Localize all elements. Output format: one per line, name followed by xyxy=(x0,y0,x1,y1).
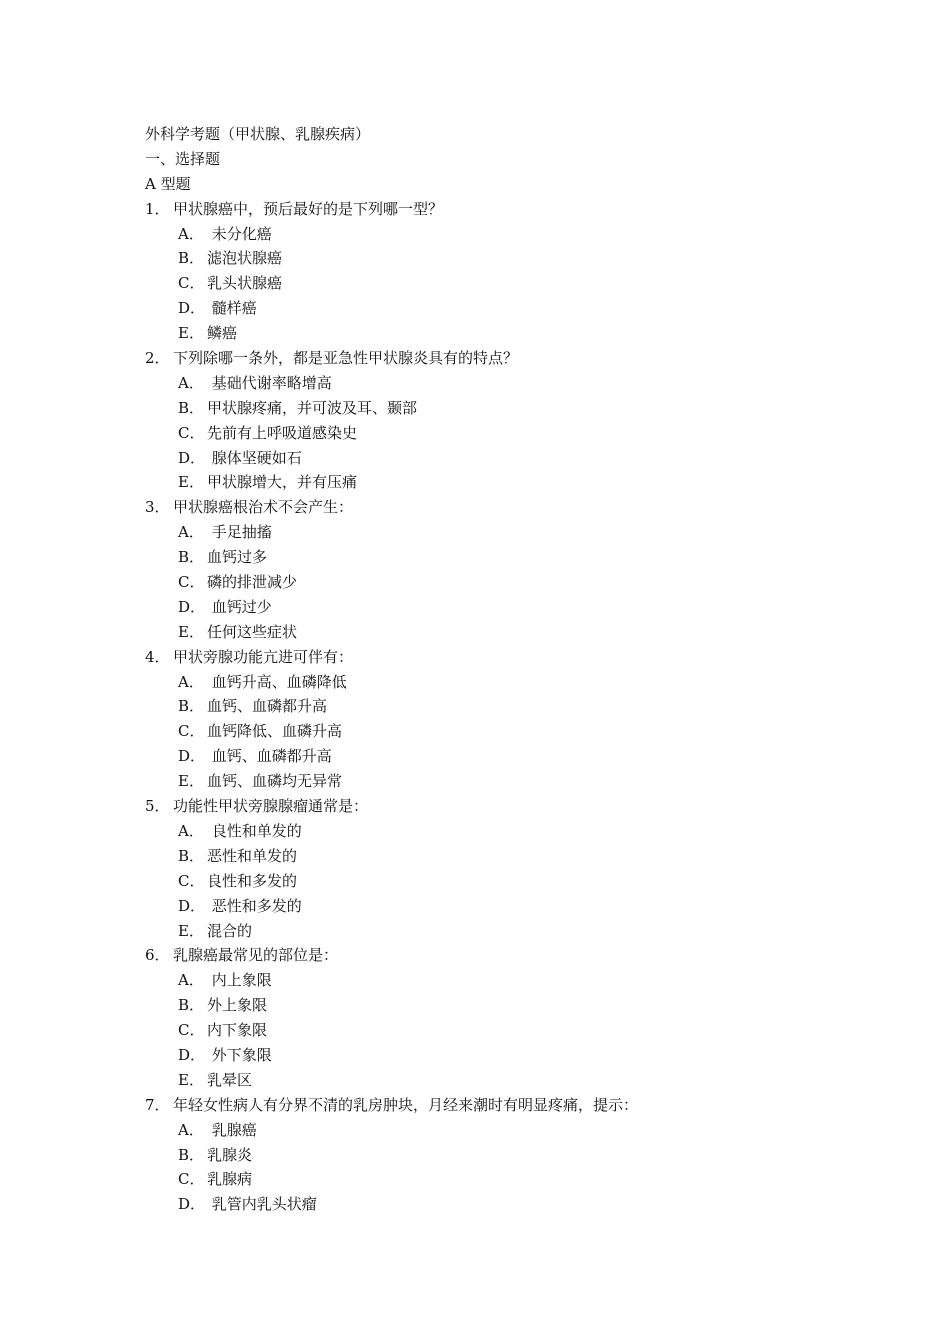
option-text: 恶性和单发的 xyxy=(207,846,298,865)
document-body xyxy=(145,122,865,1217)
question-2-option-e xyxy=(145,470,865,495)
question-number: 6． xyxy=(145,946,170,965)
option-letter: C． xyxy=(178,274,205,293)
option-letter: C． xyxy=(178,1021,205,1040)
question-5-option-c xyxy=(145,869,865,894)
question-5 xyxy=(145,794,865,819)
question-number: 3． xyxy=(145,498,170,517)
question-3-option-c xyxy=(145,570,865,595)
question-4-option-a xyxy=(145,670,865,695)
option-text: 血钙过多 xyxy=(207,548,268,567)
option-text: 良性和多发的 xyxy=(207,871,298,890)
option-letter: E． xyxy=(178,622,204,641)
option-text: 先前有上呼吸道感染史 xyxy=(207,423,358,442)
option-text: 腺体坚硬如石 xyxy=(207,448,302,467)
question-number: 1． xyxy=(145,199,170,218)
option-text: 血钙、血磷都升高 xyxy=(207,747,332,766)
option-text: 乳腺病 xyxy=(207,1170,253,1189)
option-text: 髓样癌 xyxy=(207,299,257,318)
option-letter: D． xyxy=(178,896,206,915)
question-text: 甲状旁腺功能亢进可伴有： xyxy=(173,647,354,666)
option-letter: C． xyxy=(178,871,205,890)
option-letter: B． xyxy=(178,697,205,716)
option-text: 任何这些症状 xyxy=(207,622,298,641)
option-letter: A． xyxy=(178,523,204,542)
option-text: 乳管内乳头状瘤 xyxy=(207,1195,317,1214)
question-2-option-d xyxy=(145,446,865,471)
option-text: 乳晕区 xyxy=(207,1070,253,1089)
question-1-option-d xyxy=(145,296,865,321)
question-7 xyxy=(145,1093,865,1118)
question-6-option-b xyxy=(145,993,865,1018)
question-number: 2． xyxy=(145,349,170,368)
question-7-option-b xyxy=(145,1143,865,1168)
option-letter: C． xyxy=(178,573,205,592)
option-text: 血钙降低、血磷升高 xyxy=(207,722,343,741)
question-text: 乳腺癌最常见的部位是： xyxy=(173,946,339,965)
question-text: 功能性甲状旁腺腺瘤通常是： xyxy=(173,797,369,816)
option-letter: E． xyxy=(178,473,204,492)
option-letter: C． xyxy=(178,722,205,741)
option-letter: A． xyxy=(178,1120,204,1139)
option-text: 基础代谢率略增高 xyxy=(207,373,332,392)
option-letter: B． xyxy=(178,846,205,865)
question-6-option-d xyxy=(145,1043,865,1068)
option-text: 未分化癌 xyxy=(207,224,272,243)
question-1-option-c xyxy=(145,271,865,296)
question-number: 7． xyxy=(145,1095,170,1114)
option-text: 血钙、血磷均无异常 xyxy=(207,772,343,791)
question-1 xyxy=(145,197,865,222)
option-letter: E． xyxy=(178,921,204,940)
option-letter: A． xyxy=(178,821,204,840)
question-4-option-b xyxy=(145,694,865,719)
option-letter: E． xyxy=(178,1070,204,1089)
question-3 xyxy=(145,495,865,520)
option-text: 滤泡状腺癌 xyxy=(207,249,283,268)
question-6-option-c xyxy=(145,1018,865,1043)
question-text: 甲状腺癌中，预后最好的是下列哪一型？ xyxy=(173,199,444,218)
option-letter: B． xyxy=(178,996,205,1015)
question-4-option-e xyxy=(145,769,865,794)
option-letter: D． xyxy=(178,747,206,766)
section-heading: 一、选择题 xyxy=(145,149,221,168)
option-letter: B． xyxy=(178,1145,205,1164)
question-7-option-a xyxy=(145,1118,865,1143)
question-3-option-d xyxy=(145,595,865,620)
option-text: 磷的排泄减少 xyxy=(207,573,298,592)
option-text: 内下象限 xyxy=(207,1021,268,1040)
option-letter: A． xyxy=(178,373,204,392)
option-text: 鳞癌 xyxy=(207,324,238,343)
option-letter: D． xyxy=(178,299,206,318)
option-letter: D． xyxy=(178,448,206,467)
question-5-option-e xyxy=(145,919,865,944)
option-letter: A． xyxy=(178,672,204,691)
question-5-option-d xyxy=(145,894,865,919)
option-letter: D． xyxy=(178,1195,206,1214)
option-letter: E． xyxy=(178,324,204,343)
question-text: 年轻女性病人有分界不清的乳房肿块，月经来潮时有明显疼痛，提示： xyxy=(173,1095,639,1114)
question-text: 甲状腺癌根治术不会产生： xyxy=(173,498,354,517)
question-1-option-a xyxy=(145,222,865,247)
question-1-option-e xyxy=(145,321,865,346)
option-letter: A． xyxy=(178,224,204,243)
question-3-option-b xyxy=(145,545,865,570)
option-letter: B． xyxy=(178,398,205,417)
option-text: 手足抽搐 xyxy=(207,523,272,542)
question-2 xyxy=(145,346,865,371)
option-text: 血钙过少 xyxy=(207,597,272,616)
option-text: 良性和单发的 xyxy=(207,821,302,840)
subsection-heading: A 型题 xyxy=(145,174,191,193)
option-text: 甲状腺疼痛，并可波及耳、颞部 xyxy=(207,398,418,417)
option-letter: B． xyxy=(178,548,205,567)
option-text: 混合的 xyxy=(207,921,253,940)
option-letter: A． xyxy=(178,971,204,990)
question-2-option-b xyxy=(145,396,865,421)
question-4-option-c xyxy=(145,719,865,744)
option-text: 恶性和多发的 xyxy=(207,896,302,915)
question-2-option-c xyxy=(145,421,865,446)
question-7-option-c xyxy=(145,1167,865,1192)
option-text: 乳腺炎 xyxy=(207,1145,253,1164)
question-3-option-e xyxy=(145,620,865,645)
option-letter: E． xyxy=(178,772,204,791)
question-1-option-b xyxy=(145,246,865,271)
option-text: 甲状腺增大，并有压痛 xyxy=(207,473,358,492)
question-4-option-d xyxy=(145,744,865,769)
question-6 xyxy=(145,943,865,968)
question-4 xyxy=(145,645,865,670)
question-6-option-a xyxy=(145,968,865,993)
question-2-option-a xyxy=(145,371,865,396)
option-text: 外下象限 xyxy=(207,1045,272,1064)
option-letter: C． xyxy=(178,1170,205,1189)
question-5-option-b xyxy=(145,844,865,869)
option-letter: C． xyxy=(178,423,205,442)
option-letter: D． xyxy=(178,1045,206,1064)
document-title: 外科学考题（甲状腺、乳腺疾病） xyxy=(145,125,371,143)
option-text: 乳腺癌 xyxy=(207,1120,257,1139)
question-text: 下列除哪一条外，都是亚急性甲状腺炎具有的特点？ xyxy=(173,349,519,368)
option-text: 内上象限 xyxy=(207,971,272,990)
question-5-option-a xyxy=(145,819,865,844)
question-3-option-a xyxy=(145,520,865,545)
option-text: 血钙、血磷都升高 xyxy=(207,697,328,716)
option-text: 血钙升高、血磷降低 xyxy=(207,672,347,691)
question-number: 5． xyxy=(145,797,170,816)
option-text: 乳头状腺癌 xyxy=(207,274,283,293)
question-list xyxy=(145,197,865,1218)
question-6-option-e xyxy=(145,1068,865,1093)
question-7-option-d xyxy=(145,1192,865,1217)
option-letter: B． xyxy=(178,249,205,268)
option-letter: D． xyxy=(178,597,206,616)
option-text: 外上象限 xyxy=(207,996,268,1015)
question-number: 4． xyxy=(145,647,170,666)
